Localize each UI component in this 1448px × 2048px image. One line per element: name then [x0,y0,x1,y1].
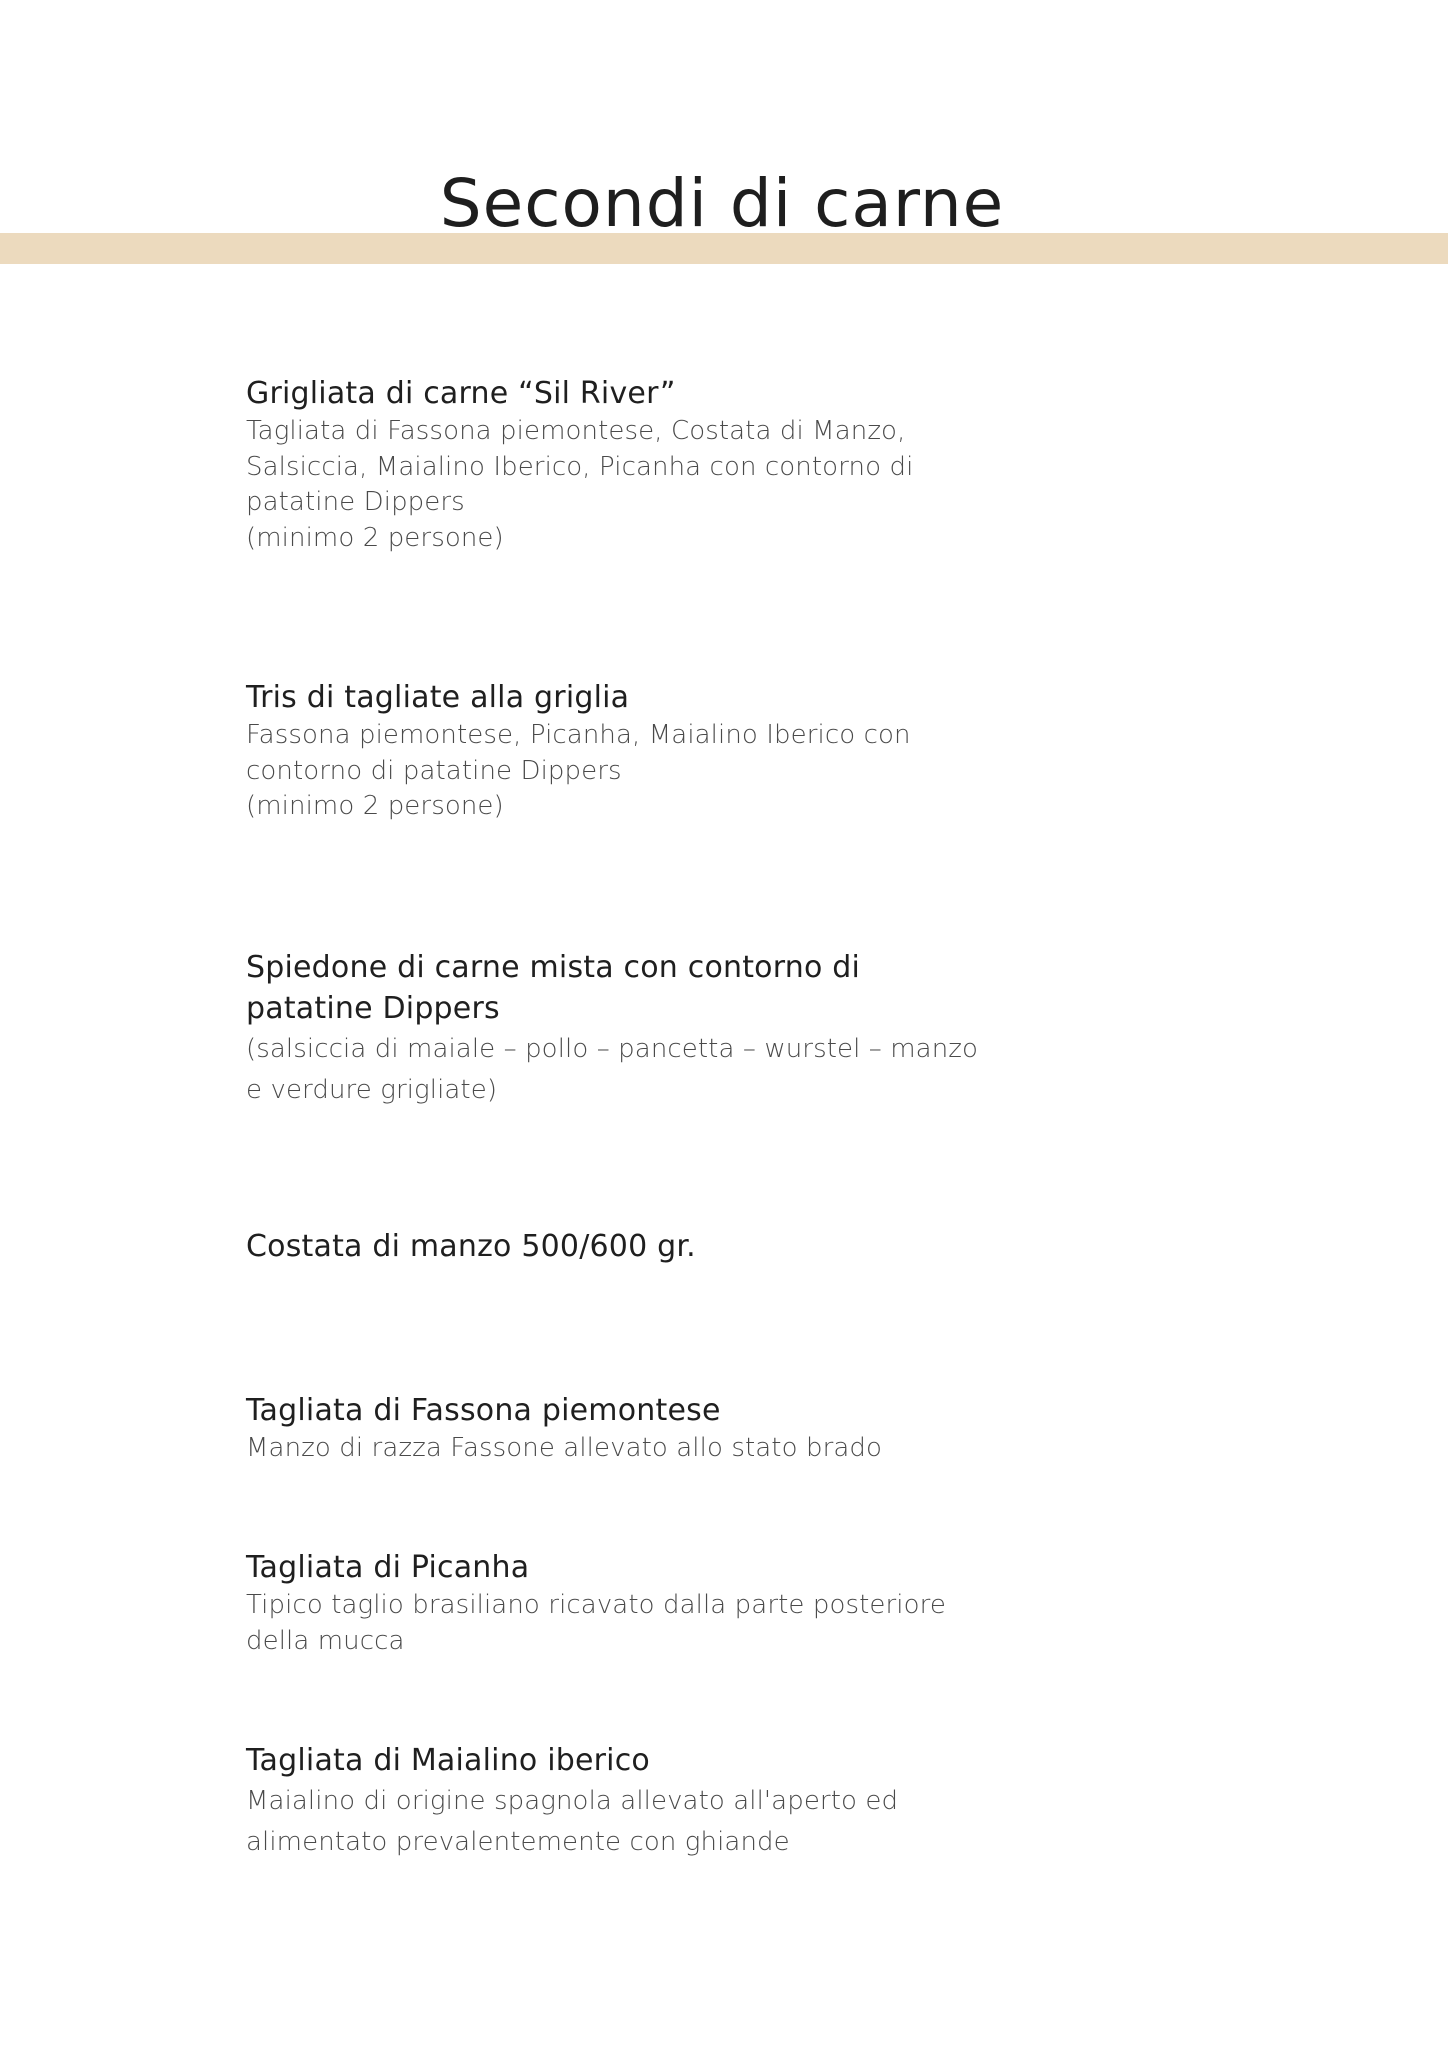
menu-item-description [246,1588,1046,1659]
menu-item [246,1226,1046,1267]
menu-item-description-line: e verdure grigliate) [246,1075,498,1105]
menu-item-description-line: Fassona piemontese, Picanha, Maialino Iberico con [246,720,911,750]
menu-item [246,1390,1046,1467]
menu-item-description-line: della mucca [246,1625,405,1656]
menu-item-description [246,1431,1046,1467]
menu-item-description [246,718,1046,825]
menu-item [246,373,1046,556]
menu-item-description-line: Tagliata di Fassona piemontese, Costata di Manzo, [246,416,906,446]
menu-item-description-line: Tipico taglio brasiliano ricavato dalla parte posteriore [246,1590,946,1620]
menu-item-name: Tagliata di Maialino iberico [246,1743,650,1778]
page-title: Secondi di carne [439,165,1005,242]
menu-item [246,677,1046,825]
menu-item-description [246,1781,1046,1863]
menu-item-description-line: contorno di patatine Dippers [246,755,622,786]
menu-item-name-line: Spiedone di carne mista con contorno di [246,950,861,985]
menu-item [246,947,1046,1111]
menu-item-name: Tagliata di Fassona piemontese [246,1393,721,1428]
menu-item [246,1740,1046,1863]
menu-item-name [246,947,1046,1029]
menu-item-description-line: (minimo 2 persone) [246,522,504,553]
menu-item-description [246,414,1046,556]
menu-item-name: Tris di tagliate alla griglia [246,680,630,715]
menu-item-description-line: Salsiccia, Maialino Iberico, Picanha con contorno di [246,451,914,482]
menu-item-name-line: patatine Dippers [246,991,500,1026]
menu-item-description-line: Manzo di razza Fassone allevato allo stato brado [246,1433,882,1463]
menu-item-description [246,1029,1046,1111]
menu-item-description-line: alimentato prevalentemente con ghiande [246,1827,790,1857]
menu-item-description-line: (salsiccia di maiale – pollo – pancetta – wurstel – manzo [246,1034,979,1064]
menu-item-name: Costata di manzo 500/600 gr. [246,1229,696,1264]
menu-item-name: Tagliata di Picanha [246,1550,530,1585]
menu-item [246,1547,1046,1659]
menu-item-description-line: patatine Dippers [246,487,465,517]
menu-item-description-line: (minimo 2 persone) [246,791,504,821]
menu-item-description-line: Maialino di origine spagnola allevato all'aperto ed [246,1786,899,1816]
menu-item-name: Grigliata di carne “Sil River” [246,376,676,411]
